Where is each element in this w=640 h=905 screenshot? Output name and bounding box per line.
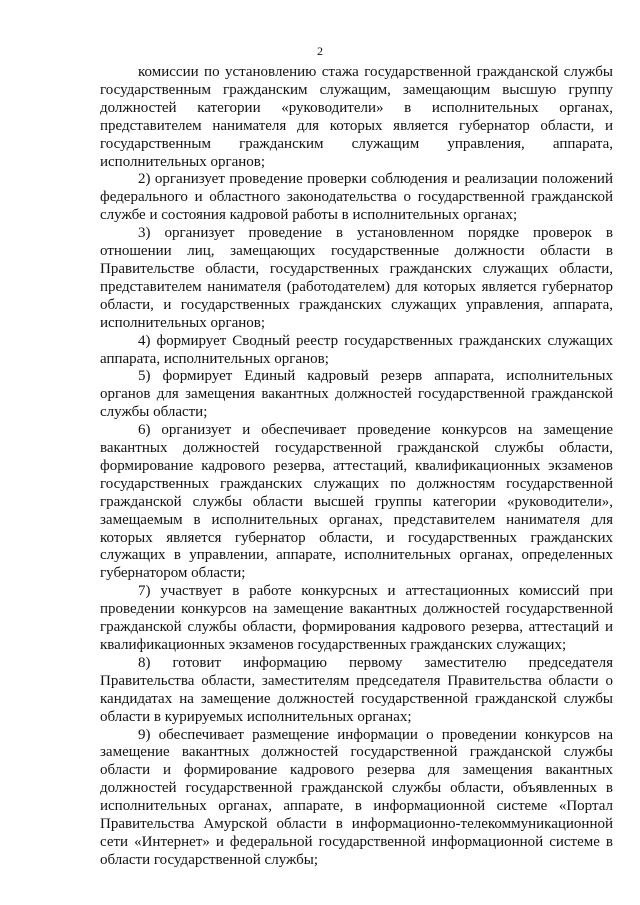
paragraph-item-9: 9) обеспечивает размещение информации о проведении конкурсов на замещение вакантных должностей государственной гражданской службы области и формирование кадрового резерва для замещения вакантных должностей государственной гражданской службы области, объявленных в исполнительных органах, аппарате, в информационной системе «Портал Правительства Амурской области в информационно-телекоммуникационной сети «Интернет» и федеральной государственной информационной системе в области государственной службы; [100,726,613,868]
paragraph-item-2: 2) организует проведение проверки соблюдения и реализации положений федерального и областного законодательства о государственной гражданской службе и состояния кадровой работы в исполнительных органах; [100,171,613,224]
page-number: 2 [317,44,323,58]
paragraph-item-7: 7) участвует в работе конкурсных и аттестационных комиссий при проведении конкурсов на замещение вакантных должностей государственной гражданской службы области, формирования кадрового резерва, аттестаций и квалификационных экзаменов государственных гражданских служащих; [100,583,613,653]
paragraph-item-6: 6) организует и обеспечивает проведение конкурсов на замещение вакантных должностей государственной гражданской службы области, формирование кадрового резерва, аттестаций, квалификационных экзаменов государственных гражданских служащих по должностям государственной гражданской службы области высшей группы категории «руководители», замещаемым в исполнительных органах, представителем нанимателя для которых является губернатор области, и государственных гражданских служащих в управлении, аппарате, исполнительных органах, определенных губернатором области; [100,422,613,582]
document-body [100,64,613,870]
paragraph-item-5: 5) формирует Единый кадровый резерв аппарата, исполнительных органов для замещения вакантных должностей государственной гражданской службы области; [100,368,613,421]
paragraph-item-3: 3) организует проведение в установленном порядке проверок в отношении лиц, замещающих государственные должности области в Правительстве области, государственных гражданских служащих области, представителем нанимателя (работодателем) для которых является губернатор области, и государственных гражданских служащих управления, аппарата, исполнительных органов; [100,225,613,331]
paragraph-item-4: 4) формирует Сводный реестр государственных гражданских служащих аппарата, исполнительных органов; [100,332,613,367]
paragraph-item-8: 8) готовит информацию первому заместителю председателя Правительства области, заместителям председателя Правительства области о кандидатах на замещение должностей государственной гражданской службы области в курируемых исполнительных органах; [100,654,613,725]
paragraph-commission-continuation: комиссии по установлению стажа государственной гражданской службы государственным гражданским служащим, замещающим высшую группу должностей категории «руководители» в исполнительных органах, представителем нанимателя для которых является губернатор области, и государственным гражданским служащим управления, аппарата, исполнительных органов; [100,64,613,170]
